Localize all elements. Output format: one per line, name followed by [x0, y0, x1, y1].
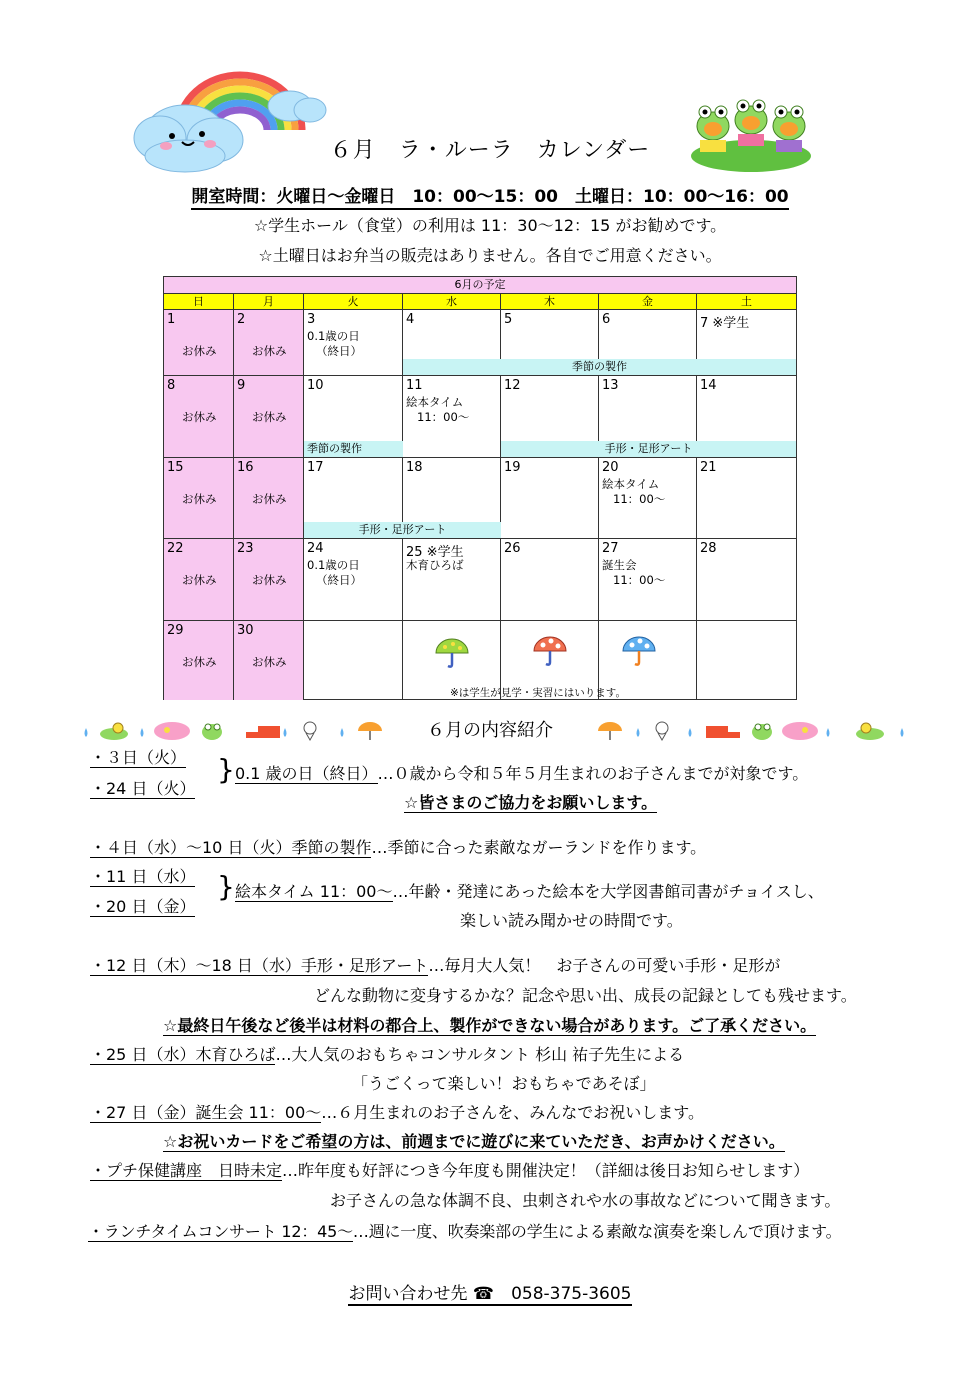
item-text: どんな動物に変身するかな？記念や思い出、成長の記録としても残せます。 — [314, 986, 857, 1005]
rainy-season-decoration-right — [590, 720, 910, 742]
day-cell: 26 — [501, 539, 599, 621]
item-date: ・３日（火） — [90, 748, 187, 767]
item-note: ☆皆さまのご協力をお願いします。 — [404, 793, 658, 812]
weekday-thu: 木 — [501, 294, 599, 310]
item-date: ・11 日（水） — [90, 867, 196, 886]
day-cell: 5 — [501, 310, 599, 376]
item-text: ・12 日（木）～18 日（水）手形・足形アート…毎月大人気！ お子さんの可愛い手形・足形が — [90, 956, 781, 975]
day-cell: 28 — [697, 539, 796, 621]
page-title: ６月 ラ・ルーラ カレンダー — [329, 138, 651, 163]
item-text: お子さんの急な体調不良、虫刺されや水の事故などについて聞きます。 — [330, 1191, 841, 1210]
day-cell: 13 — [599, 376, 697, 458]
day-cell: 12 — [501, 376, 599, 458]
brace: } — [217, 870, 235, 903]
contact-info: お問い合わせ先 ☎ 058-375-3605 — [348, 1284, 632, 1304]
day-cell: 20 絵本タイム 11：00～ — [599, 458, 697, 539]
day-cell: 25 ※学生 木育ひろば — [403, 539, 501, 621]
day-cell: 21 — [697, 458, 796, 539]
umbrella-icon — [621, 635, 657, 667]
day-cell: 30 お休み — [234, 621, 304, 700]
brace: } — [217, 753, 235, 786]
weekday-sat: 土 — [697, 294, 796, 310]
item-text: 「うごくって楽しい！おもちゃであそぼ」 — [352, 1074, 656, 1093]
day-cell: 22 お休み — [164, 539, 234, 621]
day-cell: 1 お休み — [164, 310, 234, 376]
item-text: ・27 日（金）誕生会 11：00～…６月生まれのお子さんを、みんなでお祝いします。 — [90, 1103, 704, 1122]
day-cell: 19 — [501, 458, 599, 539]
opening-hours: 開室時間：火曜日～金曜日 10：00～15：00 土曜日：10：00～16：00 — [0, 182, 980, 207]
day-cell: 4 — [403, 310, 501, 376]
day-cell: 23 お休み — [234, 539, 304, 621]
item-text: ・４日（水）～10 日（火）季節の製作…季節に合った素敵なガーランドを作ります。 — [90, 838, 707, 857]
item-text: 0.1 歳の日（終日）…０歳から令和５年５月生まれのお子さんまでが対象です。 — [235, 764, 809, 783]
item-text: 絵本タイム 11：00～…年齢・発達にあった絵本を大学図書館司書がチョイスし、 — [235, 882, 824, 901]
june-calendar — [163, 276, 797, 700]
event-bar: 手形・足形アート — [501, 441, 796, 457]
item-text: ・ランチタイムコンサート 12：45～…週に一度、吹奏楽部の学生による素敵な演奏を楽しんで頂けます。 — [88, 1222, 842, 1241]
day-cell: 6 — [599, 310, 697, 376]
item-note: ☆最終日午後など後半は材料の都合上、製作ができない場合があります。ご了承ください。 — [163, 1016, 817, 1035]
weekday-fri: 金 — [599, 294, 697, 310]
item-note: ☆お祝いカードをご希望の方は、前週までに遊びに来ていただき、お声かけください。 — [163, 1132, 785, 1151]
umbrella-icon — [434, 637, 470, 669]
weekday-tue: 火 — [304, 294, 403, 310]
day-cell: 7 ※学生 — [697, 310, 796, 376]
item-text: ・25 日（水）木育ひろば…大人気のおもちゃコンサルタント 杉山 祐子先生による — [90, 1045, 685, 1064]
notice-saturday: ☆土曜日はお弁当の販売はありません。各自でご用意ください。 — [258, 246, 722, 265]
day-cell: 24 0.1歳の日 （終日） — [304, 539, 403, 621]
day-cell — [697, 621, 796, 700]
event-bar: 季節の製作 — [403, 359, 796, 375]
section-title: ６月の内容紹介 — [427, 720, 553, 741]
calendar-title: 6月の予定 — [164, 277, 796, 294]
day-cell: 14 — [697, 376, 796, 458]
event-bar: 手形・足形アート — [304, 522, 501, 538]
day-cell: 16 お休み — [234, 458, 304, 539]
day-cell: 27 誕生会 11：00～ — [599, 539, 697, 621]
day-cell: 8 お休み — [164, 376, 234, 458]
weekday-mon: 月 — [234, 294, 304, 310]
item-text: ・プチ保健講座 日時未定…昨年度も好評につき今年度も開催決定！（詳細は後日お知らせします） — [90, 1161, 810, 1180]
item-date: ・20 日（金） — [90, 897, 196, 916]
weekday-sun: 日 — [164, 294, 234, 310]
day-cell: 2 お休み — [234, 310, 304, 376]
day-cell: 10 — [304, 376, 403, 458]
day-cell — [304, 621, 403, 700]
day-cell: 18 — [403, 458, 501, 539]
day-cell: 29 お休み — [164, 621, 234, 700]
item-date: ・24 日（火） — [90, 779, 196, 798]
day-cell: 15 お休み — [164, 458, 234, 539]
event-bar: 季節の製作 — [304, 441, 403, 457]
day-cell: 17 — [304, 458, 403, 539]
day-cell: 3 0.1歳の日 （終日） — [304, 310, 403, 376]
day-cell: 11 絵本タイム 11：00～ — [403, 376, 501, 458]
calendar-footnote: ※は学生が見学・実習にはいります。 — [450, 687, 626, 699]
notice-cafeteria: ☆学生ホール（食堂）の利用は 11：30～12：15 がお勧めです。 — [253, 216, 727, 235]
umbrella-icon — [532, 635, 568, 667]
weekday-wed: 水 — [403, 294, 501, 310]
day-cell: 9 お休み — [234, 376, 304, 458]
item-text: 楽しい読み聞かせの時間です。 — [460, 911, 683, 930]
